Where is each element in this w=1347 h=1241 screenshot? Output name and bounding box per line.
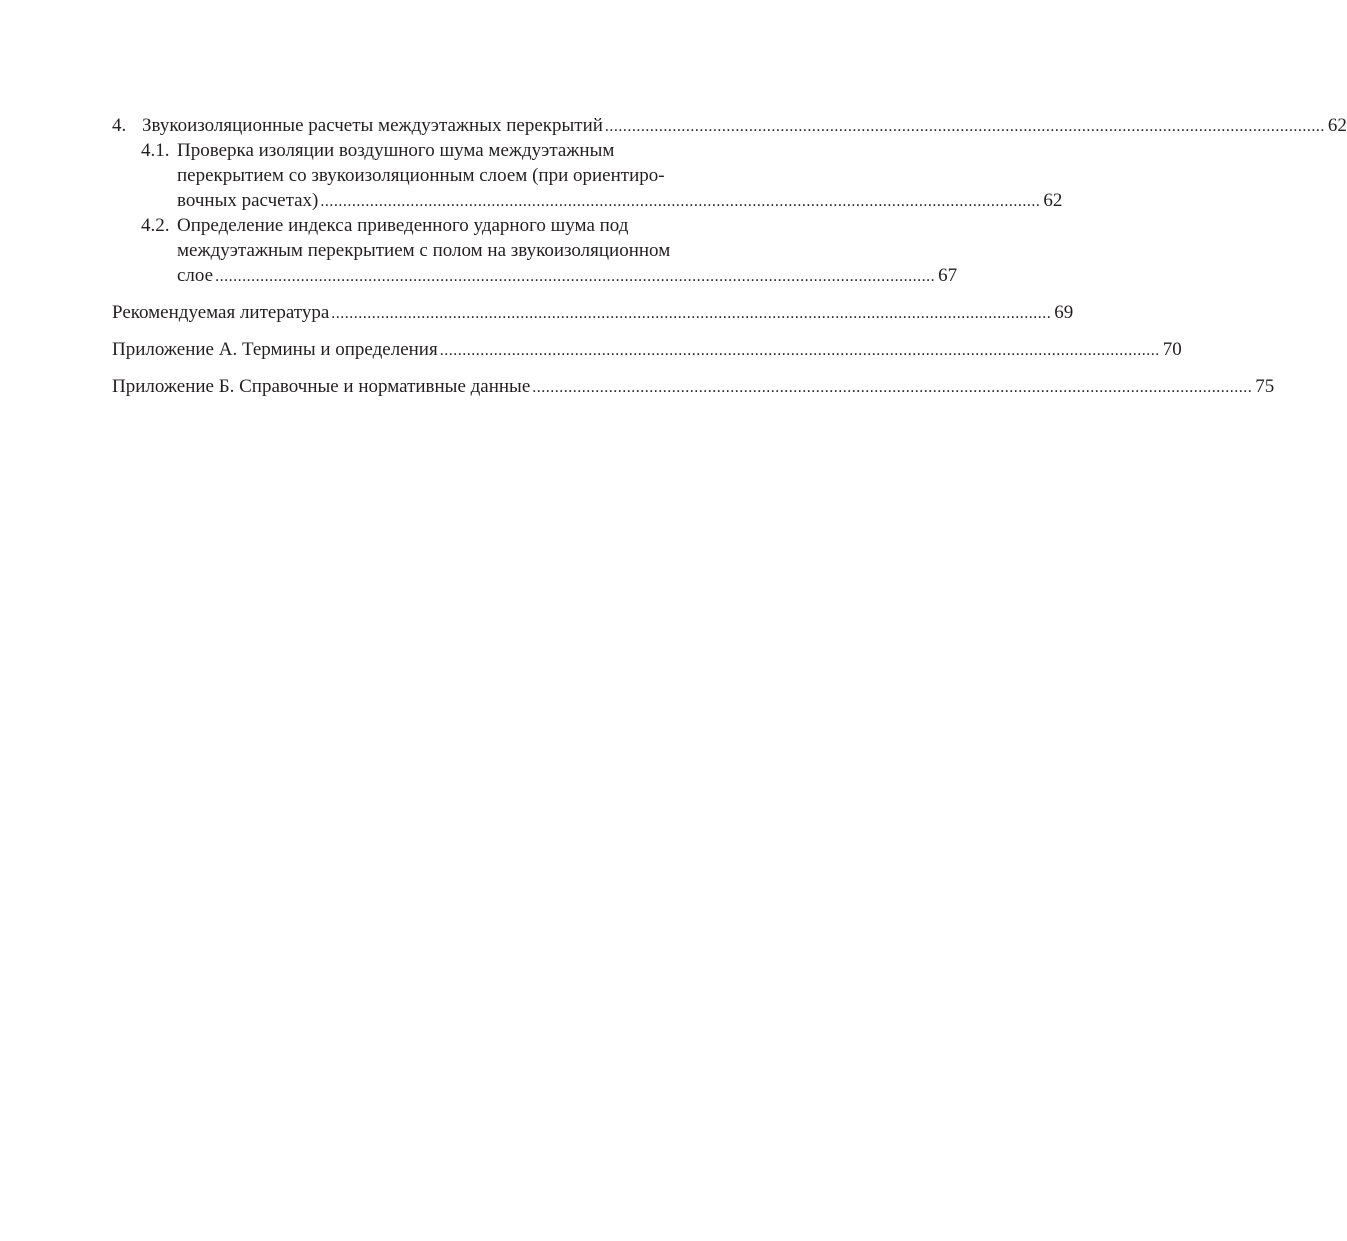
toc-page-number: 67 — [938, 265, 958, 286]
toc-page-number: 62 — [1043, 190, 1063, 211]
toc-page-number: 75 — [1255, 376, 1275, 397]
toc-page-number: 69 — [1054, 302, 1074, 323]
toc-page-number: 62 — [1327, 115, 1347, 136]
toc-entry-4-2[interactable] — [112, 213, 958, 288]
toc-entry-title-line-2: междуэтажным перекрытием с полом на звукоизоляционном — [177, 240, 671, 261]
table-of-contents — [112, 113, 1347, 399]
toc-entry-line — [112, 188, 1063, 213]
toc-entry-number: 4. — [112, 115, 127, 136]
dot-leader: ................................................................................................................................................................ — [532, 379, 1253, 396]
dot-leader: ................................................................................................................................................................ — [604, 118, 1325, 135]
toc-entry-line — [112, 138, 762, 163]
toc-entry-4[interactable] — [112, 113, 1347, 138]
toc-entry-appendix-b[interactable] — [112, 374, 1275, 399]
toc-entry-number: 4.2. — [141, 215, 170, 236]
toc-entry-title-line-3: вочных расчетах) — [177, 190, 319, 211]
toc-entry-title: Приложение А. Термины и определения — [112, 339, 438, 360]
toc-entry-4-1[interactable] — [112, 138, 1063, 213]
toc-entry-line — [112, 213, 762, 238]
toc-entry-line — [112, 238, 762, 263]
dot-leader: ................................................................................................................................................................ — [320, 193, 1041, 210]
toc-entry-title-line-1: Определение индекса приведенного ударного шума под — [177, 215, 629, 236]
dot-leader: ................................................................................................................................................................ — [439, 342, 1160, 359]
toc-entry-title-line-3: слое — [177, 265, 214, 286]
toc-entry-literature[interactable] — [112, 300, 1074, 325]
toc-entry-title-line-1: Проверка изоляции воздушного шума междуэтажным — [177, 140, 615, 161]
toc-entry-title: Звукоизоляционные расчеты междуэтажных перекрытий — [142, 115, 603, 136]
toc-entry-title: Рекомендуемая литература — [112, 302, 330, 323]
dot-leader: ................................................................................................................................................................ — [215, 268, 936, 285]
toc-entry-4-text — [112, 113, 603, 138]
toc-entry-title: Приложение Б. Справочные и нормативные данные — [112, 376, 531, 397]
toc-entry-number: 4.1. — [141, 140, 170, 161]
toc-entry-line — [112, 163, 762, 188]
dot-leader: ................................................................................................................................................................ — [331, 305, 1052, 322]
toc-entry-appendix-a[interactable] — [112, 337, 1182, 362]
toc-entry-line — [112, 263, 958, 288]
toc-page-number: 70 — [1162, 339, 1182, 360]
toc-entry-title-line-2: перекрытием со звукоизоляционным слоем (при ориентиро- — [177, 165, 665, 186]
